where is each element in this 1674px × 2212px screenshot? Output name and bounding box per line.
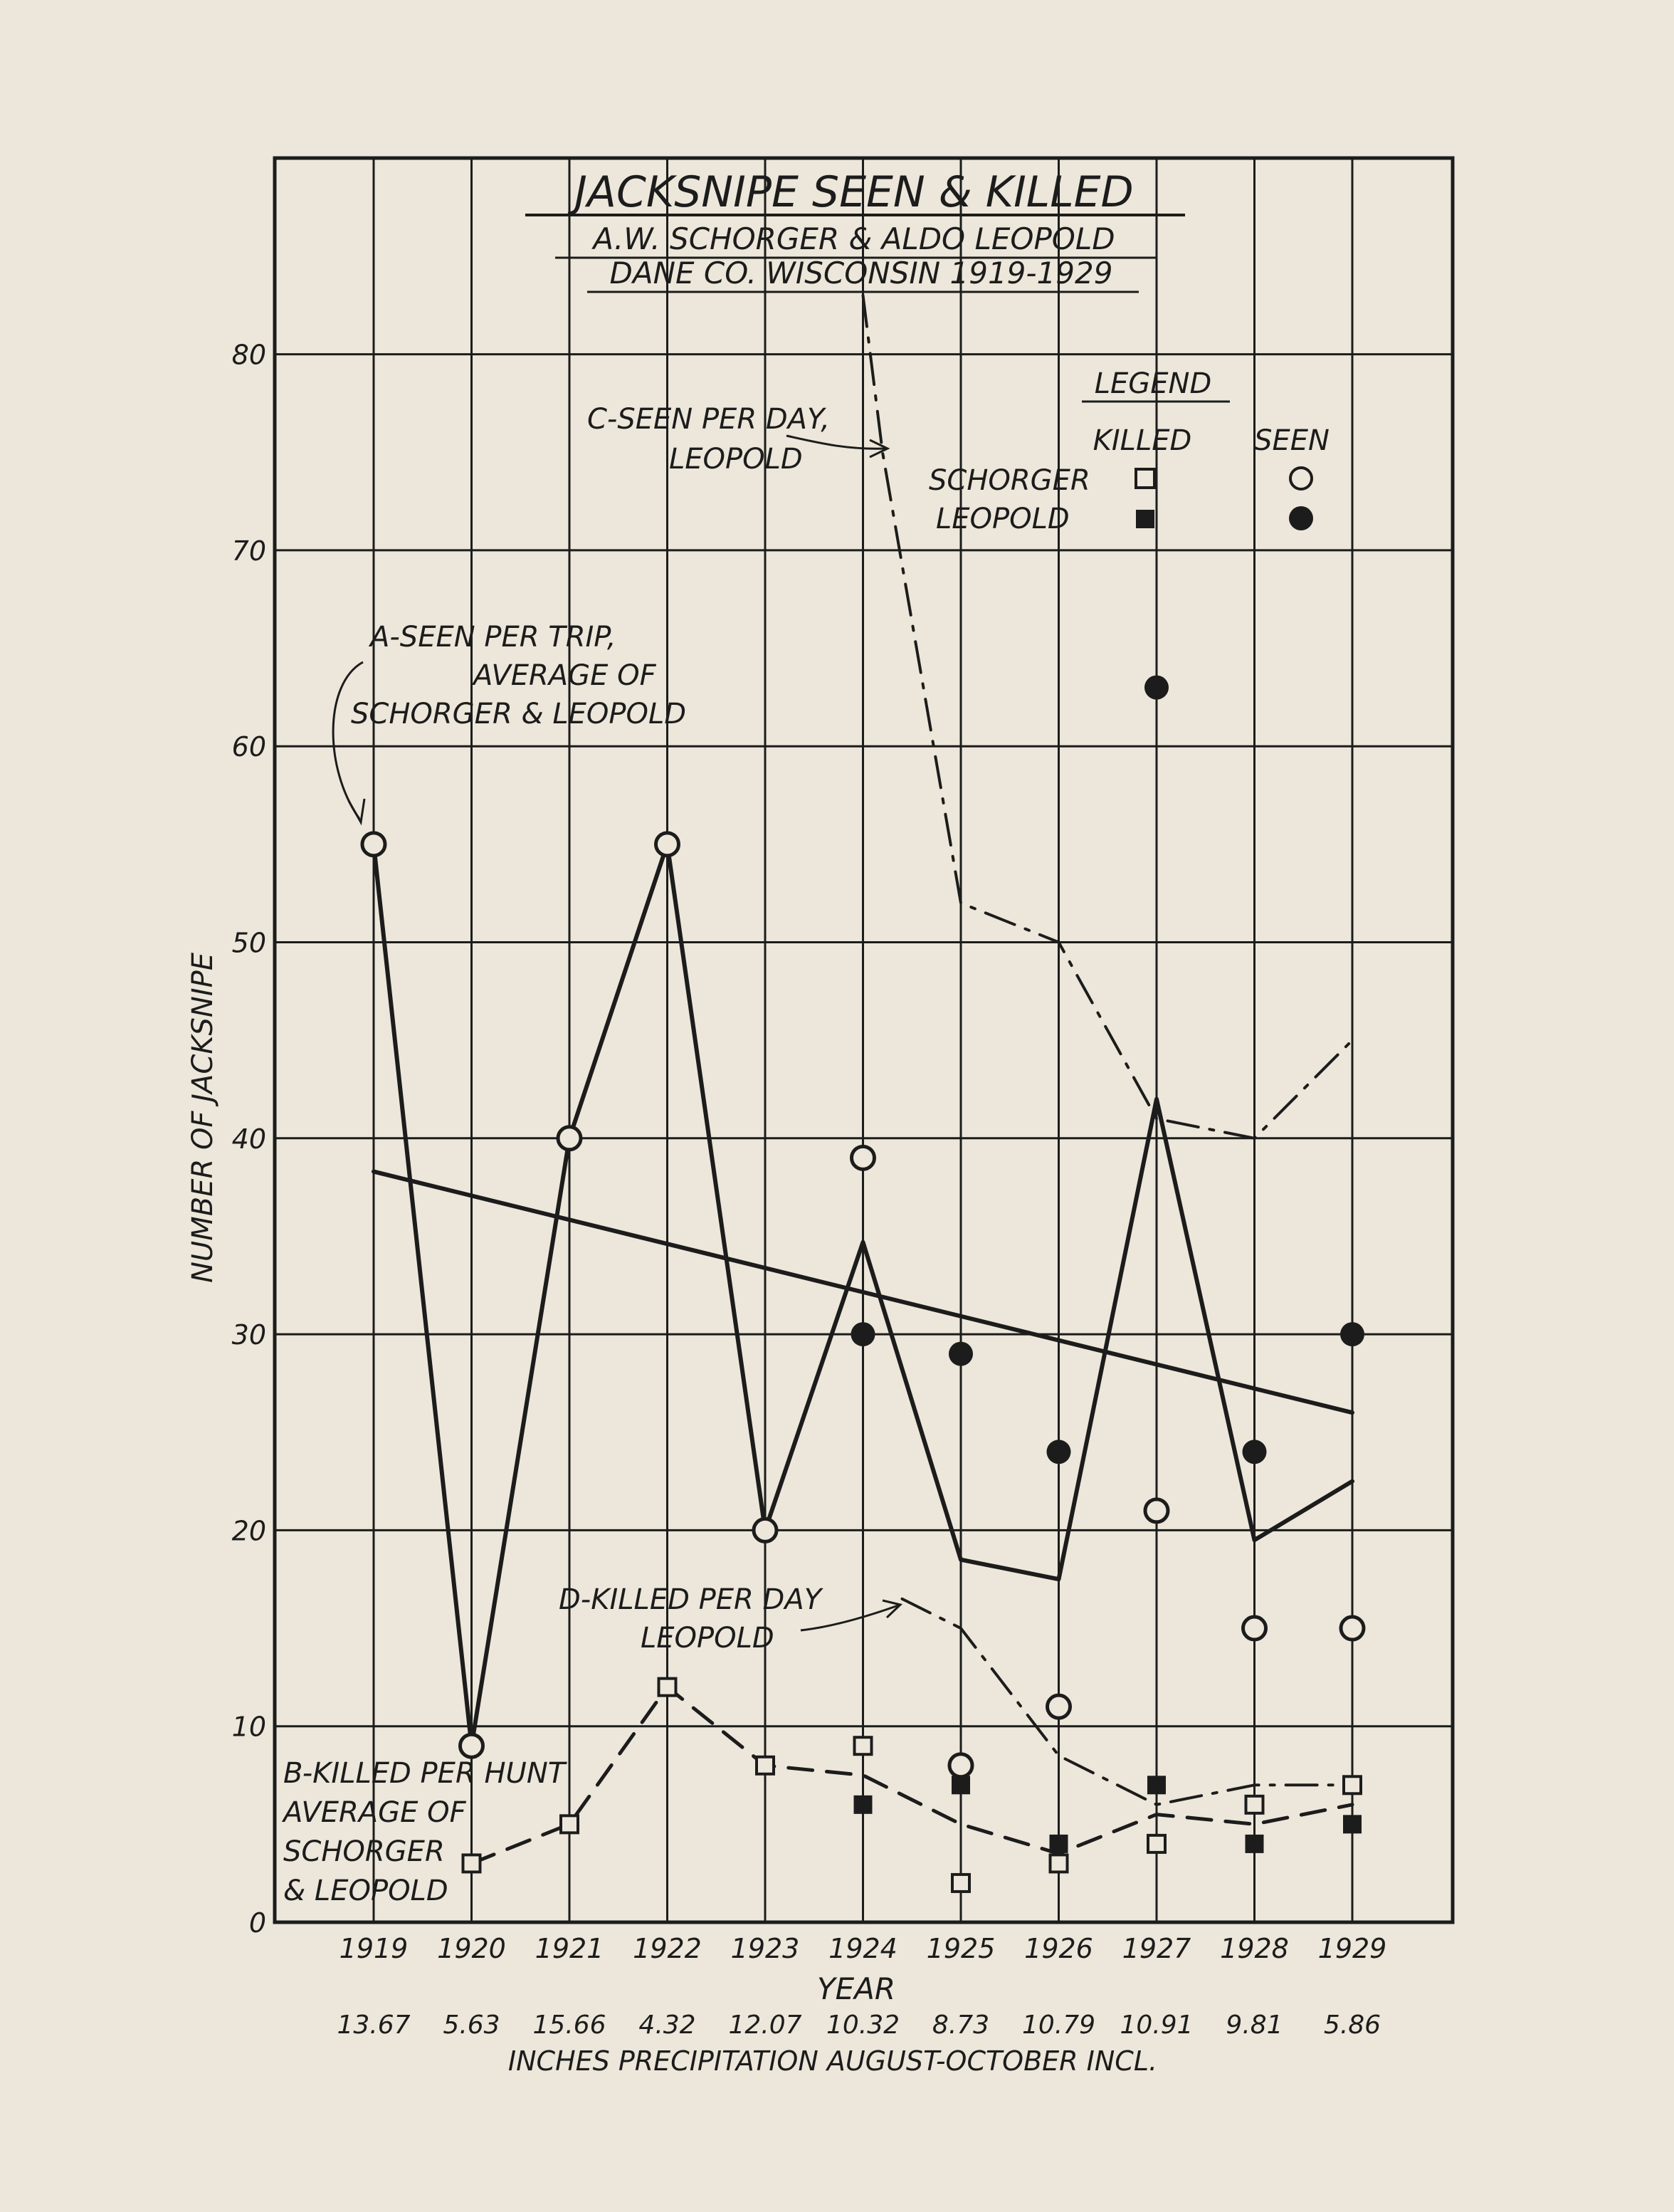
series-line-c-seen-per-day	[863, 295, 1353, 1138]
schorger-seen-point	[558, 1127, 581, 1150]
precip-value: 12.07	[728, 2011, 802, 2040]
x-tick-label: 1919	[339, 1933, 409, 1964]
legend-col-seen: SEEN	[1254, 424, 1330, 457]
annotation-a-arrowhead	[349, 799, 364, 822]
precip-value: 5.63	[443, 2011, 500, 2040]
schorger-seen-point	[852, 1146, 875, 1169]
y-tick-label: 80	[231, 339, 266, 371]
annotation-d-line1: D-KILLED PER DAY	[559, 1583, 822, 1616]
precip-value: 8.73	[932, 2011, 990, 2040]
leopold-seen-point	[1047, 1440, 1071, 1464]
x-tick-label: 1927	[1122, 1933, 1191, 1964]
schorger-killed-point	[1148, 1835, 1165, 1852]
y-tick-label: 50	[231, 927, 266, 959]
schorger-killed-point	[855, 1737, 872, 1754]
x-axis-label: YEAR	[816, 1971, 896, 2006]
x-tick-label: 1925	[926, 1933, 996, 1964]
grid	[275, 158, 1453, 1922]
leopold-seen-point	[1340, 1322, 1364, 1346]
x-tick-label: 1921	[535, 1933, 604, 1964]
leopold-killed-point	[952, 1776, 970, 1794]
annotation-b-line3: SCHORGER	[283, 1835, 445, 1868]
leopold-killed-point	[1050, 1835, 1068, 1853]
x-tick-label: 1929	[1317, 1933, 1387, 1964]
schorger-seen-point	[1048, 1695, 1070, 1718]
schorger-seen-point	[949, 1754, 972, 1777]
legend-row-leopold: LEOPOLD	[936, 503, 1070, 535]
annotation-a-line3: SCHORGER & LEOPOLD	[351, 698, 687, 730]
annotation-a-line1: A-SEEN PER TRIP,	[370, 621, 616, 654]
schorger-killed-point	[757, 1757, 774, 1774]
schorger-seen-point	[1341, 1617, 1364, 1640]
x-tick-label: 1922	[633, 1933, 702, 1964]
precip-value: 10.91	[1120, 2011, 1194, 2040]
series-line-b-killed-per-hunt	[472, 1687, 1353, 1864]
precip-value: 10.32	[826, 2011, 900, 2040]
chart-title: JACKSNIPE SEEN & KILLED	[574, 167, 1134, 217]
legend-schorger-killed-marker	[1136, 469, 1154, 488]
y-tick-label: 30	[231, 1319, 266, 1351]
x-tick-label: 1926	[1024, 1933, 1093, 1964]
x-tick-label: 1923	[730, 1933, 800, 1964]
x-tick-label: 1920	[437, 1933, 506, 1964]
y-tick-label: 20	[231, 1515, 266, 1547]
schorger-seen-point	[656, 833, 679, 856]
y-axis-label: NUMBER OF JACKSNIPE	[186, 953, 219, 1283]
schorger-seen-point	[754, 1519, 777, 1541]
legend-title: LEGEND	[1094, 367, 1212, 400]
leopold-seen-point	[1144, 676, 1169, 700]
precip-value: 4.32	[638, 2011, 696, 2040]
legend-row-schorger: SCHORGER	[929, 464, 1090, 497]
chart-subtitle-2: DANE CO. WISCONSIN 1919-1929	[609, 256, 1113, 290]
x-tick-label: 1924	[828, 1933, 897, 1964]
leopold-killed-point	[854, 1796, 873, 1814]
schorger-killed-point	[1246, 1796, 1263, 1813]
annotation-c-line1: C-SEEN PER DAY,	[587, 403, 830, 436]
schorger-seen-point	[1145, 1499, 1168, 1522]
leopold-seen-point	[949, 1342, 973, 1366]
schorger-killed-point	[1344, 1776, 1361, 1793]
schorger-killed-point	[463, 1855, 480, 1872]
leopold-seen-point	[1243, 1440, 1267, 1464]
legend-col-killed: KILLED	[1093, 424, 1192, 457]
y-tick-label: 0	[248, 1907, 266, 1939]
y-tick-label: 10	[231, 1711, 266, 1743]
legend-leopold-seen-marker	[1289, 506, 1313, 530]
y-tick-label: 60	[231, 731, 266, 763]
schorger-killed-point	[659, 1679, 676, 1696]
annotation-d-line2: LEOPOLD	[641, 1622, 774, 1655]
legend-schorger-seen-marker	[1290, 468, 1312, 489]
annotation-b-line4: & LEOPOLD	[283, 1875, 448, 1907]
annotation-c-line2: LEOPOLD	[669, 443, 803, 476]
schorger-seen-point	[362, 833, 385, 856]
annotation-a-arrow	[333, 662, 363, 819]
annotation-b-line1: B-KILLED PER HUNT	[283, 1757, 566, 1790]
schorger-seen-point	[1243, 1617, 1266, 1640]
x-tick-label: 1928	[1220, 1933, 1289, 1964]
schorger-killed-point	[561, 1815, 578, 1833]
precip-value: 5.86	[1323, 2011, 1381, 2040]
leopold-killed-point	[1147, 1776, 1166, 1794]
legend-leopold-killed-marker	[1136, 510, 1154, 528]
annotation-a-line2: AVERAGE OF	[473, 659, 656, 692]
precip-value: 9.81	[1226, 2011, 1283, 2040]
schorger-killed-point	[1051, 1855, 1068, 1872]
precip-value: 13.67	[337, 2011, 411, 2040]
precip-value: 15.66	[532, 2011, 606, 2040]
leopold-killed-point	[1246, 1835, 1264, 1853]
y-tick-label: 70	[231, 535, 266, 567]
precip-value: 10.79	[1021, 2011, 1096, 2040]
schorger-seen-point	[460, 1734, 483, 1757]
annotation-b-line2: AVERAGE OF	[283, 1796, 466, 1829]
y-tick-label: 40	[231, 1123, 266, 1155]
precip-label: INCHES PRECIPITATION AUGUST-OCTOBER INCL.	[507, 2045, 1158, 2077]
leopold-seen-point	[851, 1322, 875, 1346]
chart-subtitle-1: A.W. SCHORGER & ALDO LEOPOLD	[593, 221, 1115, 256]
schorger-killed-point	[952, 1875, 969, 1892]
leopold-killed-point	[1343, 1815, 1362, 1833]
